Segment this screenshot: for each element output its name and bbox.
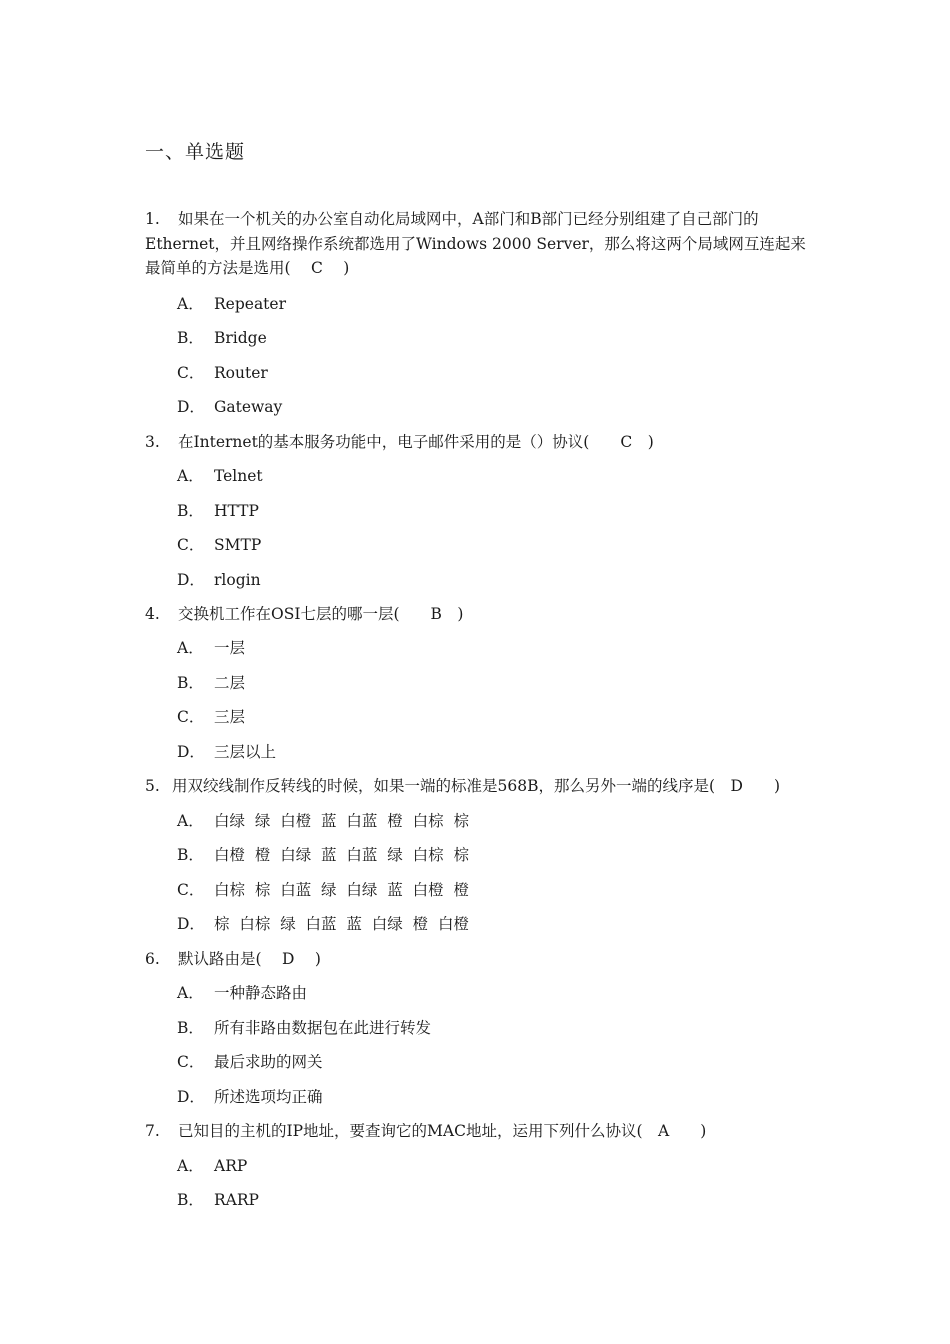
option-text: Gateway bbox=[214, 398, 283, 416]
option-label: D． bbox=[177, 398, 205, 416]
option-c bbox=[177, 1052, 323, 1072]
option-label: B． bbox=[177, 846, 204, 864]
option-d bbox=[177, 397, 282, 417]
option-text: Bridge bbox=[214, 329, 267, 347]
question-4 bbox=[145, 604, 463, 624]
option-c bbox=[177, 363, 268, 383]
question-text: 如果在一个机关的办公室自动化局域网中，A部门和B部门已经分别组建了自己部门的 bbox=[178, 210, 759, 228]
question-text: 在Internet的基本服务功能中，电子邮件采用的是（）协议( C ) bbox=[178, 433, 654, 451]
option-text: 棕 白棕 绿 白蓝 蓝 白绿 橙 白橙 bbox=[214, 915, 469, 933]
option-a bbox=[177, 1156, 247, 1176]
option-label: D． bbox=[177, 1088, 205, 1106]
question-number: 4. bbox=[145, 605, 160, 623]
question-6 bbox=[145, 949, 321, 969]
option-b bbox=[177, 1190, 259, 1210]
question-number: 1. bbox=[145, 210, 160, 228]
option-text: HTTP bbox=[214, 502, 259, 520]
option-text: 白橙 橙 白绿 蓝 白蓝 绿 白棕 棕 bbox=[214, 846, 469, 864]
option-text: SMTP bbox=[214, 536, 262, 554]
option-text: 白绿 绿 白橙 蓝 白蓝 橙 白棕 棕 bbox=[214, 812, 469, 830]
option-text: 所述选项均正确 bbox=[214, 1088, 323, 1106]
section-title: 一、单选题 bbox=[145, 141, 246, 163]
option-label: A． bbox=[177, 639, 204, 657]
option-label: D． bbox=[177, 743, 205, 761]
question-text: 用双绞线制作反转线的时候，如果一端的标准是568B，那么另外一端的线序是( D ) bbox=[172, 777, 780, 795]
option-c bbox=[177, 880, 469, 900]
option-label: B． bbox=[177, 329, 204, 347]
option-text: 最后求助的网关 bbox=[214, 1053, 323, 1071]
option-label: C． bbox=[177, 708, 205, 726]
option-a bbox=[177, 638, 245, 658]
option-a bbox=[177, 294, 286, 314]
option-b bbox=[177, 328, 267, 348]
option-d bbox=[177, 570, 261, 590]
option-c bbox=[177, 535, 261, 555]
option-a bbox=[177, 466, 263, 486]
option-d bbox=[177, 742, 276, 762]
option-text: Repeater bbox=[214, 295, 286, 313]
option-label: C． bbox=[177, 881, 205, 899]
option-text: RARP bbox=[214, 1191, 259, 1209]
question-text: 默认路由是( D ) bbox=[178, 950, 321, 968]
question-number: 3. bbox=[145, 433, 160, 451]
option-b bbox=[177, 845, 469, 865]
option-b bbox=[177, 501, 259, 521]
question-1-line-2: Ethernet，并且网络操作系统都选用了Windows 2000 Server，那么将这两个局域网互连起来 bbox=[145, 234, 806, 253]
option-label: A． bbox=[177, 984, 204, 1002]
option-text: 三层以上 bbox=[214, 743, 277, 761]
option-label: B． bbox=[177, 1191, 204, 1209]
question-number: 5. bbox=[145, 777, 160, 795]
option-label: B． bbox=[177, 674, 204, 692]
question-number: 6. bbox=[145, 950, 160, 968]
question-text: 交换机工作在OSI七层的哪一层( B ) bbox=[178, 605, 464, 623]
option-text: rlogin bbox=[214, 571, 261, 589]
option-text: ARP bbox=[214, 1157, 248, 1175]
option-b bbox=[177, 673, 245, 693]
option-label: A． bbox=[177, 812, 204, 830]
option-label: B． bbox=[177, 502, 204, 520]
option-label: B． bbox=[177, 1019, 204, 1037]
question-3 bbox=[145, 432, 654, 452]
option-label: D． bbox=[177, 915, 205, 933]
question-7 bbox=[145, 1121, 706, 1141]
question-text: 已知目的主机的IP地址，要查询它的MAC地址，运用下列什么协议( A ) bbox=[178, 1122, 707, 1140]
question-1-line-1 bbox=[145, 207, 810, 232]
option-d bbox=[177, 1087, 323, 1107]
option-label: C． bbox=[177, 364, 205, 382]
question-5 bbox=[145, 776, 780, 796]
option-text: Router bbox=[214, 364, 268, 382]
option-c bbox=[177, 707, 245, 727]
option-text: 白棕 棕 白蓝 绿 白绿 蓝 白橙 橙 bbox=[214, 881, 469, 899]
question-1-line-3: 最简单的方法是选用( C ) bbox=[145, 259, 350, 277]
option-label: C． bbox=[177, 536, 205, 554]
option-a bbox=[177, 811, 469, 831]
option-d bbox=[177, 914, 469, 934]
option-text: Telnet bbox=[214, 467, 263, 485]
option-text: 二层 bbox=[214, 674, 246, 692]
option-text: 三层 bbox=[214, 708, 246, 726]
option-a bbox=[177, 983, 307, 1003]
option-label: D． bbox=[177, 571, 205, 589]
option-label: A． bbox=[177, 1157, 204, 1175]
option-label: C． bbox=[177, 1053, 205, 1071]
option-text: 一层 bbox=[214, 639, 246, 657]
option-text: 一种静态路由 bbox=[214, 984, 308, 1002]
option-b bbox=[177, 1018, 431, 1038]
option-label: A． bbox=[177, 467, 204, 485]
option-label: A． bbox=[177, 295, 204, 313]
option-text: 所有非路由数据包在此进行转发 bbox=[214, 1019, 432, 1037]
question-1 bbox=[145, 207, 810, 281]
question-number: 7. bbox=[145, 1122, 160, 1140]
